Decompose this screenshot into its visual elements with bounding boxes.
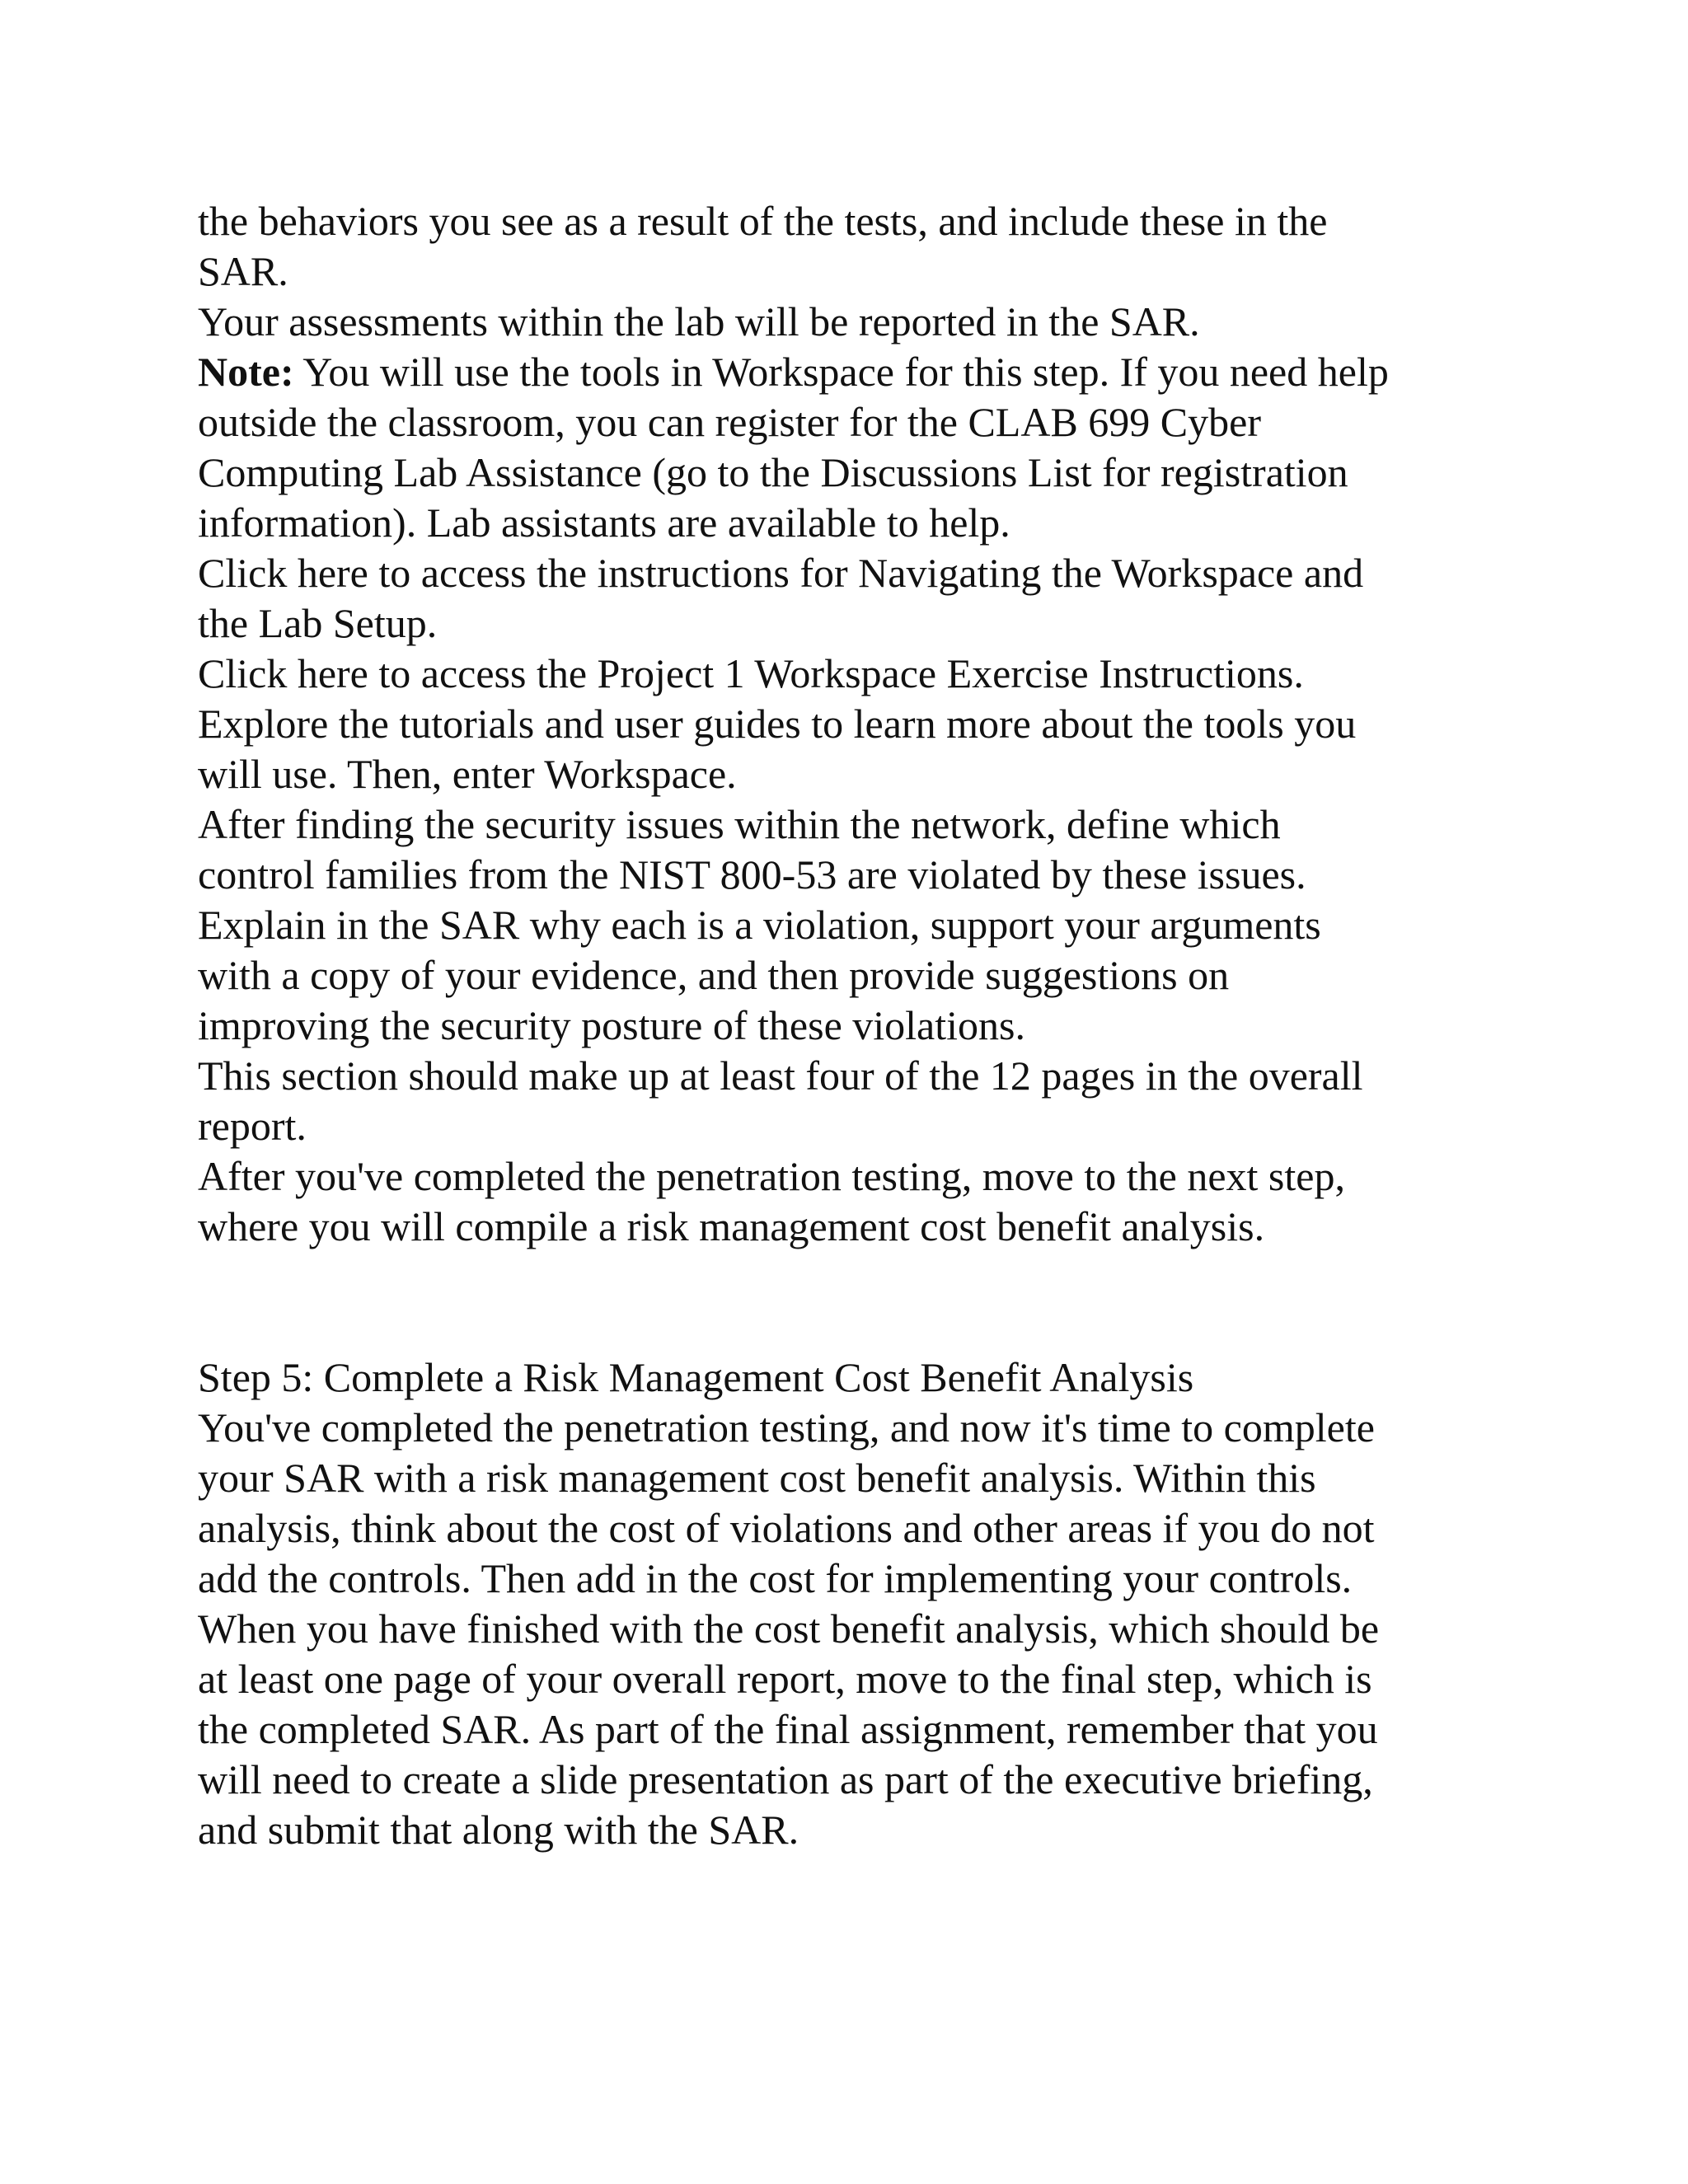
- text-line: Your assessments within the lab will be reported in the SAR.: [198, 298, 1200, 344]
- text-line: at least one page of your overall report, move to the final step, which is: [198, 1656, 1372, 1702]
- text-line: the behaviors you see as a result of the tests, and include these in the: [198, 198, 1328, 244]
- text-line: Explain in the SAR why each is a violation, support your arguments: [198, 902, 1321, 948]
- text-line: Click here to access the Project 1 Workspace Exercise Instructions.: [198, 650, 1304, 696]
- text-line: information). Lab assistants are available to help.: [198, 499, 1010, 546]
- text-line: will need to create a slide presentation as part of the executive briefing,: [198, 1756, 1373, 1802]
- note-label: Note:: [198, 349, 294, 395]
- document-body: [198, 196, 1484, 1855]
- text-line: your SAR with a risk management cost benefit analysis. Within this: [198, 1455, 1316, 1501]
- step-heading: Step 5: Complete a Risk Management Cost Benefit Analysis: [198, 1354, 1194, 1400]
- note-text: You will use the tools in Workspace for this step. If you need help: [293, 349, 1389, 395]
- text-line: SAR.: [198, 248, 288, 294]
- text-line: with a copy of your evidence, and then provide suggestions on: [198, 952, 1230, 998]
- text-line: the completed SAR. As part of the final assignment, remember that you: [198, 1706, 1378, 1752]
- paragraph-gap: [198, 1252, 1484, 1352]
- text-line: Click here to access the instructions for Navigating the Workspace and: [198, 550, 1364, 596]
- text-line: After finding the security issues within the network, define which: [198, 801, 1281, 847]
- text-line: the Lab Setup.: [198, 600, 438, 646]
- text-line: will use. Then, enter Workspace.: [198, 751, 737, 797]
- text-line: report.: [198, 1103, 307, 1149]
- note-line: [198, 347, 1484, 397]
- text-line: This section should make up at least four of the 12 pages in the overall: [198, 1052, 1363, 1099]
- text-line: analysis, think about the cost of violations and other areas if you do not: [198, 1505, 1375, 1551]
- text-line: improving the security posture of these violations.: [198, 1002, 1025, 1048]
- text-line: add the controls. Then add in the cost for implementing your controls.: [198, 1555, 1353, 1601]
- text-line: When you have finished with the cost benefit analysis, which should be: [198, 1605, 1380, 1652]
- text-line: control families from the NIST 800-53 are violated by these issues.: [198, 851, 1306, 898]
- text-line: Computing Lab Assistance (go to the Discussions List for registration: [198, 449, 1348, 495]
- text-line: and submit that along with the SAR.: [198, 1807, 799, 1853]
- text-line: You've completed the penetration testing, and now it's time to complete: [198, 1404, 1375, 1451]
- text-line: After you've completed the penetration testing, move to the next step,: [198, 1153, 1345, 1199]
- text-line: outside the classroom, you can register for the CLAB 699 Cyber: [198, 399, 1261, 445]
- text-line: where you will compile a risk management cost benefit analysis.: [198, 1203, 1265, 1249]
- text-line: Explore the tutorials and user guides to learn more about the tools you: [198, 701, 1357, 747]
